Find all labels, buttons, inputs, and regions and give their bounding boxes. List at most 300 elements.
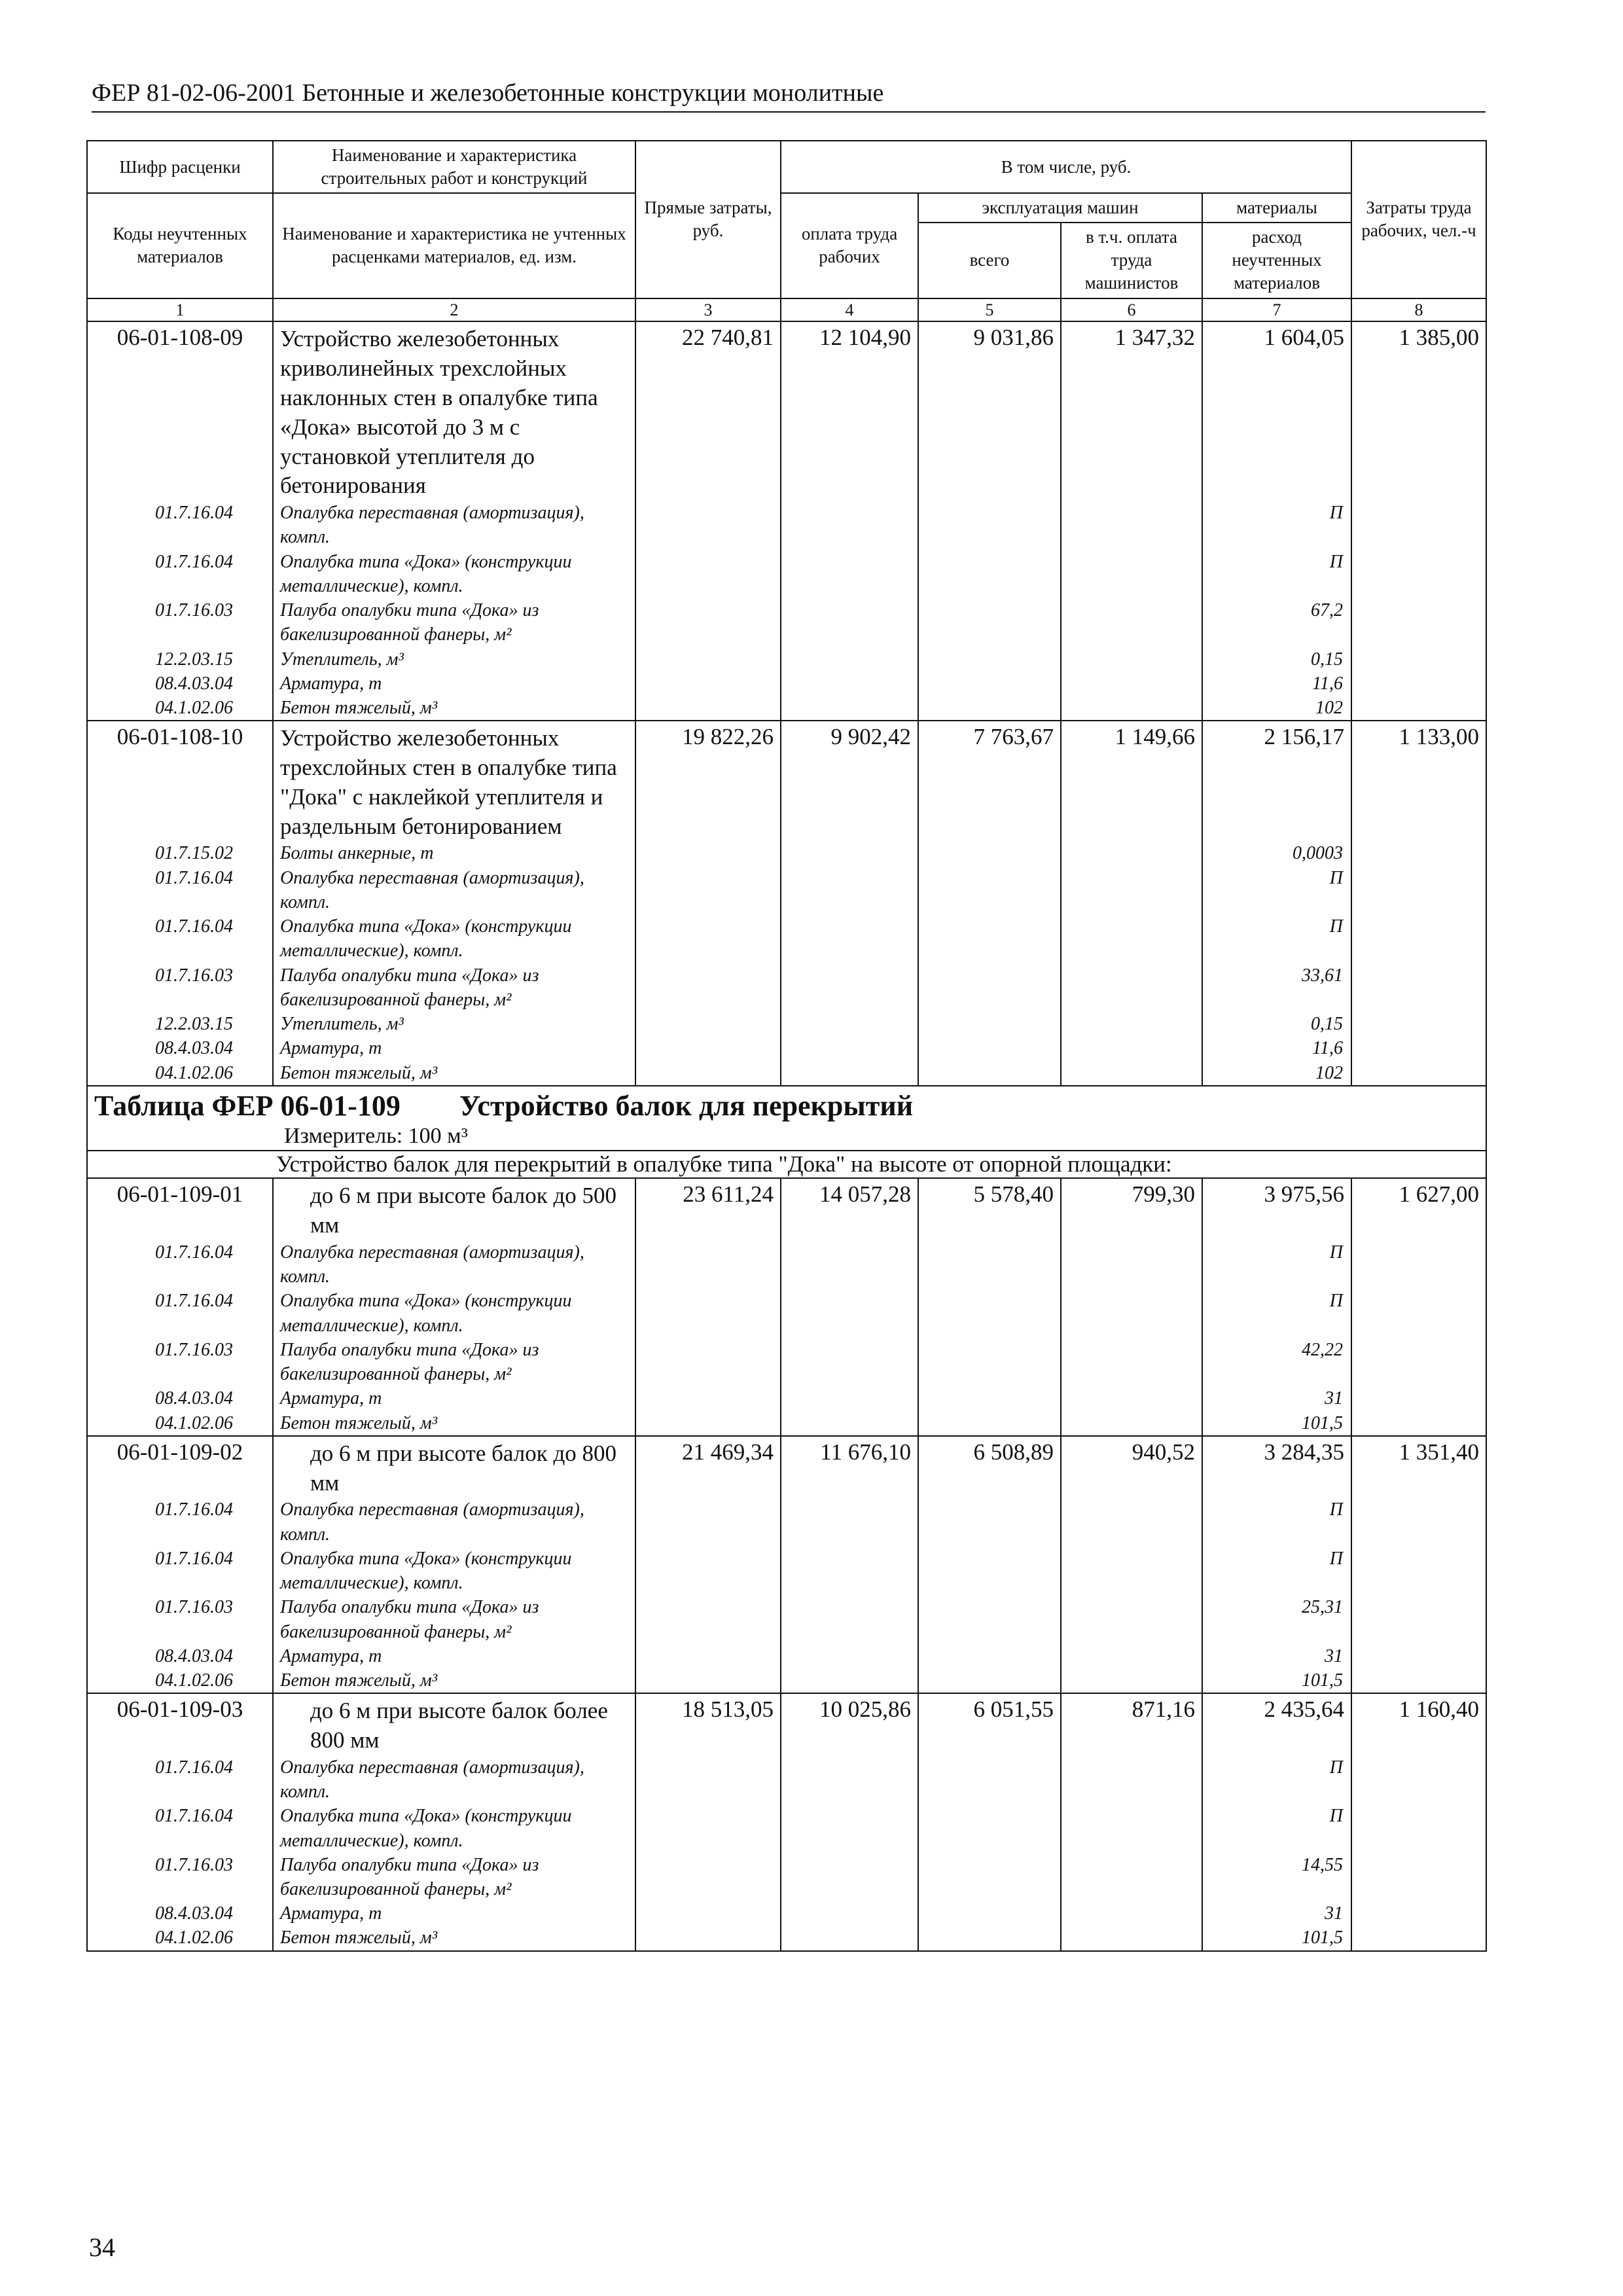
material-quantity: П <box>1202 501 1351 549</box>
worker-hours: 1 385,00 <box>1351 321 1486 501</box>
empty-cell <box>1061 1386 1202 1410</box>
empty-cell <box>1351 1926 1486 1950</box>
table-number: Таблица ФЕР 06-01-109 <box>94 1089 401 1122</box>
empty-cell <box>781 1036 918 1060</box>
empty-cell <box>781 1901 918 1926</box>
empty-cell <box>918 866 1061 914</box>
empty-cell <box>635 1644 781 1668</box>
header-machines: эксплуатация машин <box>918 193 1202 223</box>
material-row <box>87 1755 1486 1804</box>
empty-cell <box>1061 696 1202 721</box>
empty-cell <box>918 696 1061 721</box>
empty-cell <box>1351 501 1486 549</box>
empty-cell <box>635 647 781 672</box>
rate-code: 06-01-109-01 <box>87 1178 273 1240</box>
material-name: Бетон тяжелый, м³ <box>273 1061 635 1086</box>
material-quantity: 101,5 <box>1202 1668 1351 1693</box>
empty-cell <box>1351 1411 1486 1436</box>
empty-cell <box>781 1240 918 1289</box>
material-quantity: 102 <box>1202 1061 1351 1086</box>
header-materials: материалы <box>1202 193 1351 223</box>
empty-cell <box>781 647 918 672</box>
material-code: 01.7.16.03 <box>87 963 273 1012</box>
material-quantity: П <box>1202 1804 1351 1852</box>
table-section-title <box>87 1086 1486 1151</box>
material-row <box>87 647 1486 672</box>
empty-cell <box>635 550 781 598</box>
material-row <box>87 550 1486 598</box>
material-code: 12.2.03.15 <box>87 647 273 672</box>
material-quantity: 102 <box>1202 696 1351 721</box>
material-row <box>87 1804 1486 1852</box>
empty-cell <box>635 1411 781 1436</box>
empty-cell <box>918 647 1061 672</box>
colnum: 8 <box>1351 298 1486 322</box>
material-code: 01.7.16.03 <box>87 1338 273 1386</box>
rate-row <box>87 1436 1486 1498</box>
material-row <box>87 1338 1486 1386</box>
empty-cell <box>918 1901 1061 1926</box>
empty-cell <box>1351 1595 1486 1643</box>
rate-code: 06-01-109-03 <box>87 1693 273 1755</box>
material-name: Арматура, т <box>273 672 635 696</box>
material-quantity: 0,0003 <box>1202 841 1351 865</box>
material-name: Арматура, т <box>273 1036 635 1060</box>
material-row <box>87 1926 1486 1950</box>
machine-costs: 6 051,55 <box>918 1693 1061 1755</box>
material-row <box>87 866 1486 914</box>
material-quantity: П <box>1202 550 1351 598</box>
empty-cell <box>1351 963 1486 1012</box>
measure-unit: Измеритель: 100 м³ <box>284 1123 468 1148</box>
material-quantity: 11,6 <box>1202 672 1351 696</box>
machinist-labor-costs: 1 347,32 <box>1061 321 1202 501</box>
labor-costs: 9 902,42 <box>781 721 918 841</box>
material-code: 08.4.03.04 <box>87 672 273 696</box>
empty-cell <box>635 1012 781 1036</box>
table-109-body <box>87 1178 1486 1950</box>
empty-cell <box>1061 1411 1202 1436</box>
table-header <box>87 141 1486 321</box>
direct-costs: 19 822,26 <box>635 721 781 841</box>
rate-code: 06-01-109-02 <box>87 1436 273 1498</box>
empty-cell <box>1061 963 1202 1012</box>
empty-cell <box>918 963 1061 1012</box>
empty-cell <box>1061 1853 1202 1901</box>
labor-costs: 10 025,86 <box>781 1693 918 1755</box>
material-name: Опалубка типа «Дока» (конструкции металлические), компл. <box>273 914 635 963</box>
material-code: 04.1.02.06 <box>87 1061 273 1086</box>
material-name: Бетон тяжелый, м³ <box>273 1411 635 1436</box>
rate-row <box>87 721 1486 841</box>
machinist-labor-costs: 871,16 <box>1061 1693 1202 1755</box>
machine-costs: 7 763,67 <box>918 721 1061 841</box>
empty-cell <box>635 672 781 696</box>
empty-cell <box>1351 841 1486 865</box>
material-quantity: П <box>1202 914 1351 963</box>
machinist-labor-costs: 799,30 <box>1061 1178 1202 1240</box>
empty-cell <box>635 1755 781 1804</box>
material-row <box>87 1012 1486 1036</box>
material-code: 01.7.16.03 <box>87 1853 273 1901</box>
material-quantity: 0,15 <box>1202 647 1351 672</box>
material-costs: 3 284,35 <box>1202 1436 1351 1498</box>
header-codes-unaccounted: Коды неучтенных материалов <box>87 193 273 298</box>
machinist-labor-costs: 1 149,66 <box>1061 721 1202 841</box>
empty-cell <box>635 1547 781 1595</box>
empty-cell <box>635 914 781 963</box>
empty-cell <box>1351 696 1486 721</box>
empty-cell <box>918 1012 1061 1036</box>
machinist-labor-costs: 940,52 <box>1061 1436 1202 1498</box>
empty-cell <box>918 1411 1061 1436</box>
empty-cell <box>918 598 1061 647</box>
material-quantity: П <box>1202 1240 1351 1289</box>
empty-cell <box>1351 1901 1486 1926</box>
empty-cell <box>1351 1240 1486 1289</box>
empty-cell <box>1061 501 1202 549</box>
material-quantity: П <box>1202 1498 1351 1546</box>
empty-cell <box>918 1547 1061 1595</box>
header-direct: Прямые затраты, руб. <box>635 141 781 298</box>
empty-cell <box>918 1668 1061 1693</box>
rate-name: до 6 м при высоте балок до 800 мм <box>273 1436 635 1498</box>
material-row <box>87 841 1486 865</box>
worker-hours: 1 627,00 <box>1351 1178 1486 1240</box>
material-name: Опалубка типа «Дока» (конструкции металлические), компл. <box>273 1804 635 1852</box>
material-code: 01.7.16.04 <box>87 914 273 963</box>
rate-name: Устройство железобетонных трехслойных стен в опалубке типа "Дока" с наклейкой утеплителя и раздельным бетонированием <box>273 721 635 841</box>
empty-cell <box>1061 672 1202 696</box>
empty-cell <box>918 1595 1061 1643</box>
material-quantity: 101,5 <box>1202 1411 1351 1436</box>
empty-cell <box>918 1240 1061 1289</box>
material-row <box>87 501 1486 549</box>
empty-cell <box>1351 647 1486 672</box>
material-row <box>87 1853 1486 1901</box>
header-machines-labor: в т.ч. оплата труда машинистов <box>1061 223 1202 298</box>
colnum: 5 <box>918 298 1061 322</box>
material-name: Арматура, т <box>273 1644 635 1668</box>
material-name: Опалубка типа «Дока» (конструкции металлические), компл. <box>273 1547 635 1595</box>
column-numbers <box>87 298 1486 322</box>
empty-cell <box>1351 1668 1486 1693</box>
material-row <box>87 914 1486 963</box>
worker-hours: 1 133,00 <box>1351 721 1486 841</box>
machine-costs: 5 578,40 <box>918 1178 1061 1240</box>
empty-cell <box>635 696 781 721</box>
header-name-unaccounted: Наименование и характеристика не учтенных расценками материалов, ед. изм. <box>273 193 635 298</box>
material-code: 12.2.03.15 <box>87 1012 273 1036</box>
material-name: Опалубка типа «Дока» (конструкции металлические), компл. <box>273 550 635 598</box>
empty-cell <box>781 1012 918 1036</box>
header-incl: В том числе, руб. <box>781 141 1351 193</box>
empty-cell <box>918 1061 1061 1086</box>
material-name: Арматура, т <box>273 1386 635 1410</box>
empty-cell <box>1061 1498 1202 1546</box>
empty-cell <box>635 1668 781 1693</box>
rate-code: 06-01-108-10 <box>87 721 273 841</box>
empty-cell <box>1351 1012 1486 1036</box>
empty-cell <box>635 1901 781 1926</box>
material-code: 08.4.03.04 <box>87 1901 273 1926</box>
colnum: 1 <box>87 298 273 322</box>
material-costs: 2 156,17 <box>1202 721 1351 841</box>
material-code: 01.7.16.04 <box>87 1804 273 1852</box>
material-name: Опалубка переставная (амортизация), компл. <box>273 1498 635 1546</box>
material-quantity: 67,2 <box>1202 598 1351 647</box>
colnum: 6 <box>1061 298 1202 322</box>
material-quantity: 25,31 <box>1202 1595 1351 1643</box>
empty-cell <box>635 1386 781 1410</box>
material-code: 01.7.16.04 <box>87 1547 273 1595</box>
empty-cell <box>781 1338 918 1386</box>
empty-cell <box>781 841 918 865</box>
rate-name: до 6 м при высоте балок более 800 мм <box>273 1693 635 1755</box>
material-row <box>87 1498 1486 1546</box>
empty-cell <box>918 1804 1061 1852</box>
empty-cell <box>635 1595 781 1643</box>
empty-cell <box>1351 598 1486 647</box>
empty-cell <box>1061 1901 1202 1926</box>
empty-cell <box>1061 866 1202 914</box>
empty-cell <box>635 1498 781 1546</box>
material-quantity: 42,22 <box>1202 1338 1351 1386</box>
empty-cell <box>918 914 1061 963</box>
empty-cell <box>1351 1036 1486 1060</box>
empty-cell <box>635 1338 781 1386</box>
empty-cell <box>1351 1498 1486 1546</box>
running-header: ФЕР 81-02-06-2001 Бетонные и железобетонные конструкции монолитные <box>92 79 1486 113</box>
header-machines-total: всего <box>918 223 1061 298</box>
material-name: Бетон тяжелый, м³ <box>273 1926 635 1950</box>
empty-cell <box>781 1498 918 1546</box>
rates-table <box>86 140 1487 1952</box>
empty-cell <box>781 501 918 549</box>
empty-cell <box>1061 1926 1202 1950</box>
empty-cell <box>1061 841 1202 865</box>
material-name: Арматура, т <box>273 1901 635 1926</box>
material-quantity: П <box>1202 1547 1351 1595</box>
header-materials-sub: расход неучтенных материалов <box>1202 223 1351 298</box>
empty-cell <box>635 1061 781 1086</box>
empty-cell <box>918 841 1061 865</box>
material-quantity: 14,55 <box>1202 1853 1351 1901</box>
material-quantity: П <box>1202 866 1351 914</box>
empty-cell <box>781 1668 918 1693</box>
empty-cell <box>781 672 918 696</box>
empty-cell <box>781 1386 918 1410</box>
empty-cell <box>635 841 781 865</box>
material-quantity: 31 <box>1202 1386 1351 1410</box>
empty-cell <box>1351 1755 1486 1804</box>
empty-cell <box>1061 550 1202 598</box>
empty-cell <box>635 501 781 549</box>
empty-cell <box>1061 1547 1202 1595</box>
colnum: 3 <box>635 298 781 322</box>
empty-cell <box>781 963 918 1012</box>
material-code: 08.4.03.04 <box>87 1036 273 1060</box>
empty-cell <box>918 672 1061 696</box>
worker-hours: 1 351,40 <box>1351 1436 1486 1498</box>
material-row <box>87 1386 1486 1410</box>
material-name: Утеплитель, м³ <box>273 647 635 672</box>
empty-cell <box>1061 1804 1202 1852</box>
colnum: 4 <box>781 298 918 322</box>
empty-cell <box>1061 1338 1202 1386</box>
material-code: 01.7.16.04 <box>87 501 273 549</box>
material-row <box>87 1411 1486 1436</box>
material-code: 04.1.02.06 <box>87 696 273 721</box>
empty-cell <box>1351 1853 1486 1901</box>
rate-row <box>87 321 1486 501</box>
direct-costs: 18 513,05 <box>635 1693 781 1755</box>
material-name: Палуба опалубки типа «Дока» из бакелизированной фанеры, м² <box>273 1595 635 1643</box>
material-name: Палуба опалубки типа «Дока» из бакелизированной фанеры, м² <box>273 1338 635 1386</box>
empty-cell <box>1061 914 1202 963</box>
empty-cell <box>781 1061 918 1086</box>
empty-cell <box>781 1755 918 1804</box>
empty-cell <box>781 550 918 598</box>
empty-cell <box>781 1853 918 1901</box>
material-row <box>87 1547 1486 1595</box>
empty-cell <box>918 1755 1061 1804</box>
material-name: Опалубка переставная (амортизация), компл. <box>273 501 635 549</box>
empty-cell <box>918 1926 1061 1950</box>
material-row <box>87 1901 1486 1926</box>
empty-cell <box>1061 1595 1202 1643</box>
worker-hours: 1 160,40 <box>1351 1693 1486 1755</box>
empty-cell <box>918 1498 1061 1546</box>
empty-cell <box>1061 1061 1202 1086</box>
empty-cell <box>781 1926 918 1950</box>
material-row <box>87 1240 1486 1289</box>
rate-row <box>87 1178 1486 1240</box>
machine-costs: 9 031,86 <box>918 321 1061 501</box>
material-name: Опалубка типа «Дока» (конструкции металлические), компл. <box>273 1289 635 1337</box>
material-code: 01.7.16.04 <box>87 1240 273 1289</box>
material-costs: 1 604,05 <box>1202 321 1351 501</box>
header-code: Шифр расценки <box>87 141 273 193</box>
empty-cell <box>918 1386 1061 1410</box>
empty-cell <box>1351 1644 1486 1668</box>
material-name: Опалубка переставная (амортизация), компл. <box>273 866 635 914</box>
empty-cell <box>1061 1240 1202 1289</box>
empty-cell <box>1351 866 1486 914</box>
empty-cell <box>781 1595 918 1643</box>
empty-cell <box>1351 914 1486 963</box>
material-row <box>87 1036 1486 1060</box>
material-quantity: 11,6 <box>1202 1036 1351 1060</box>
empty-cell <box>918 1036 1061 1060</box>
empty-cell <box>781 1644 918 1668</box>
empty-cell <box>918 501 1061 549</box>
empty-cell <box>781 696 918 721</box>
empty-cell <box>781 1411 918 1436</box>
labor-costs: 12 104,90 <box>781 321 918 501</box>
colnum: 2 <box>273 298 635 322</box>
empty-cell <box>1351 1804 1486 1852</box>
table-title: Устройство балок для перекрытий <box>459 1089 914 1122</box>
material-code: 01.7.16.04 <box>87 866 273 914</box>
material-code: 01.7.16.04 <box>87 1755 273 1804</box>
empty-cell <box>1061 598 1202 647</box>
material-quantity: 33,61 <box>1202 963 1351 1012</box>
empty-cell <box>781 1547 918 1595</box>
material-quantity: П <box>1202 1289 1351 1337</box>
empty-cell <box>635 963 781 1012</box>
material-code: 01.7.15.02 <box>87 841 273 865</box>
empty-cell <box>1351 1386 1486 1410</box>
header-workers: Затраты труда рабочих, чел.-ч <box>1351 141 1486 298</box>
rate-name: Устройство железобетонных криволинейных трехслойных наклонных стен в опалубке типа «Дока» высотой до 3 м с установкой утеплителя до бетонирования <box>273 321 635 501</box>
material-row <box>87 672 1486 696</box>
labor-costs: 14 057,28 <box>781 1178 918 1240</box>
material-code: 01.7.16.04 <box>87 1289 273 1337</box>
material-row <box>87 1289 1486 1337</box>
empty-cell <box>918 1853 1061 1901</box>
table-108-body <box>87 321 1486 1085</box>
page-number: 34 <box>89 2233 115 2262</box>
section-subheading <box>87 1151 1486 1178</box>
empty-cell <box>781 914 918 963</box>
empty-cell <box>635 1926 781 1950</box>
empty-cell <box>635 1240 781 1289</box>
empty-cell <box>635 598 781 647</box>
material-row <box>87 696 1486 721</box>
direct-costs: 21 469,34 <box>635 1436 781 1498</box>
material-name: Бетон тяжелый, м³ <box>273 1668 635 1693</box>
empty-cell <box>918 1644 1061 1668</box>
material-name: Болты анкерные, т <box>273 841 635 865</box>
table-109-heading <box>87 1086 1486 1179</box>
material-costs: 3 975,56 <box>1202 1178 1351 1240</box>
subheading-text: Устройство балок для перекрытий в опалубке типа "Дока" на высоте от опорной площадки: <box>276 1151 1172 1177</box>
empty-cell <box>1061 1644 1202 1668</box>
direct-costs: 23 611,24 <box>635 1178 781 1240</box>
header-name: Наименование и характеристика строительных работ и конструкций <box>273 141 635 193</box>
rate-row <box>87 1693 1486 1755</box>
material-name: Палуба опалубки типа «Дока» из бакелизированной фанеры, м² <box>273 1853 635 1901</box>
machine-costs: 6 508,89 <box>918 1436 1061 1498</box>
empty-cell <box>1061 1289 1202 1337</box>
material-code: 08.4.03.04 <box>87 1386 273 1410</box>
empty-cell <box>1351 1061 1486 1086</box>
material-code: 01.7.16.03 <box>87 1595 273 1643</box>
material-row <box>87 963 1486 1012</box>
material-row <box>87 1668 1486 1693</box>
material-quantity: 101,5 <box>1202 1926 1351 1950</box>
material-code: 04.1.02.06 <box>87 1411 273 1436</box>
labor-costs: 11 676,10 <box>781 1436 918 1498</box>
empty-cell <box>1351 1338 1486 1386</box>
material-code: 01.7.16.04 <box>87 1498 273 1546</box>
empty-cell <box>1351 672 1486 696</box>
material-row <box>87 1644 1486 1668</box>
material-code: 04.1.02.06 <box>87 1926 273 1950</box>
empty-cell <box>635 1853 781 1901</box>
material-name: Бетон тяжелый, м³ <box>273 696 635 721</box>
material-name: Опалубка переставная (амортизация), компл. <box>273 1240 635 1289</box>
rate-code: 06-01-108-09 <box>87 321 273 501</box>
empty-cell <box>781 866 918 914</box>
material-costs: 2 435,64 <box>1202 1693 1351 1755</box>
material-row <box>87 1061 1486 1086</box>
empty-cell <box>781 1804 918 1852</box>
empty-cell <box>635 1804 781 1852</box>
material-quantity: 0,15 <box>1202 1012 1351 1036</box>
material-row <box>87 1595 1486 1643</box>
